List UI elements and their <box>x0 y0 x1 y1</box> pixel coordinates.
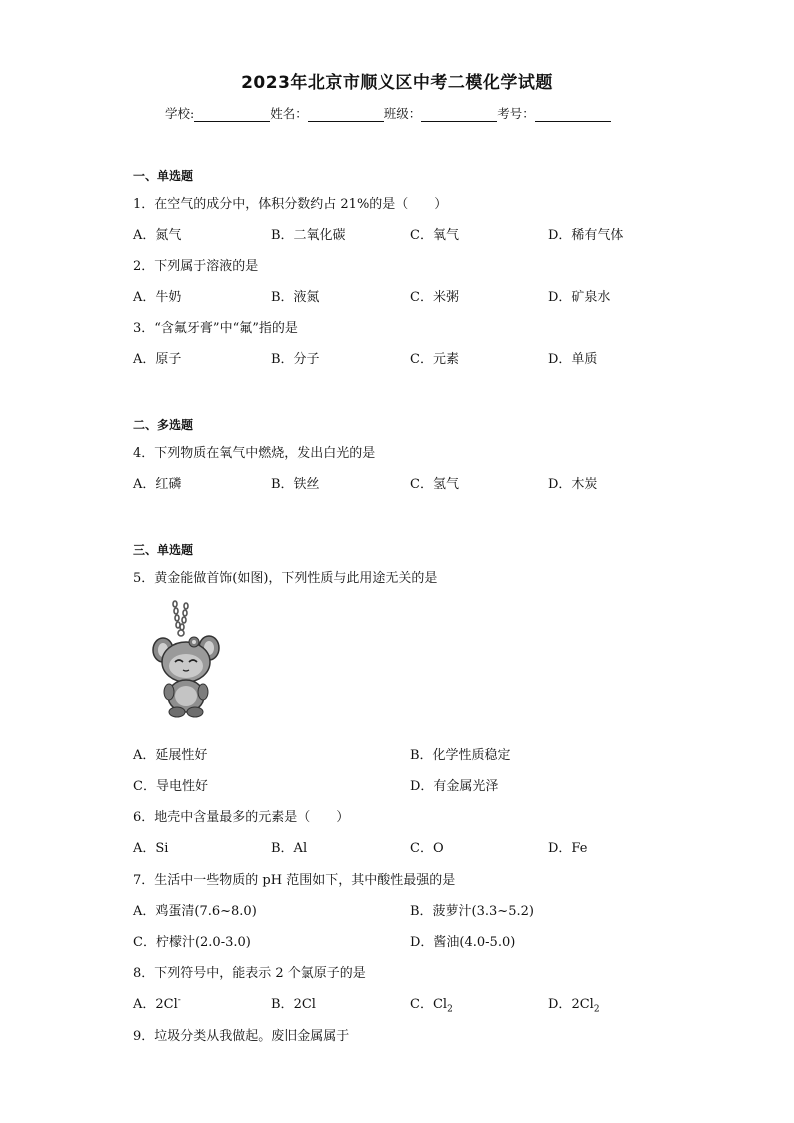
section-heading-single-choice-1: 一、单选题 <box>133 169 194 183</box>
q8-option-c[interactable] <box>410 993 453 1015</box>
section-heading-single-choice-2: 三、单选题 <box>133 543 194 557</box>
q2-option-b[interactable]: B．液氮 <box>271 290 320 305</box>
q5-option-c[interactable]: C．导电性好 <box>133 779 208 794</box>
name-blank[interactable] <box>308 107 384 122</box>
question-3: 3．“含氟牙膏”中“氟”指的是 <box>133 321 298 336</box>
q8-option-d[interactable] <box>548 993 600 1015</box>
question-5: 5．黄金能做首饰(如图)，下列性质与此用途无关的是 <box>133 571 438 586</box>
q3-option-a[interactable]: A．原子 <box>133 352 182 367</box>
q1-option-b[interactable]: B．二氧化碳 <box>271 228 346 243</box>
question-2: 2．下列属于溶液的是 <box>133 259 259 274</box>
q3-option-b[interactable]: B．分子 <box>271 352 320 367</box>
q1-option-a[interactable]: A．氮气 <box>133 228 182 243</box>
q8-option-a-charge: - <box>177 995 181 1006</box>
school-blank[interactable] <box>194 107 270 122</box>
q5-option-d[interactable]: D．有金属光泽 <box>410 779 499 794</box>
q4-option-a[interactable]: A．红磷 <box>133 477 182 492</box>
q8-option-d-subscript: 2 <box>593 1004 600 1015</box>
question-8: 8．下列符号中，能表示 2 个氯原子的是 <box>133 966 366 981</box>
q8-option-d-prefix: D． <box>548 997 572 1012</box>
exam-number-blank[interactable] <box>535 107 611 122</box>
q4-option-c[interactable]: C．氢气 <box>410 477 459 492</box>
q8-option-a[interactable] <box>133 993 181 1012</box>
exam-number-label: 考号： <box>497 106 535 121</box>
school-field <box>165 104 270 122</box>
school-label: 学校: <box>165 106 195 121</box>
q8-option-c-prefix: C． <box>410 997 433 1012</box>
q6-option-a[interactable]: A．Si <box>133 841 169 856</box>
q8-option-a-prefix: A． <box>133 997 156 1012</box>
question-4: 4．下列物质在氧气中燃烧，发出白光的是 <box>133 446 376 461</box>
q3-option-c[interactable]: C．元素 <box>410 352 459 367</box>
q2-option-a[interactable]: A．牛奶 <box>133 290 182 305</box>
name-field <box>270 104 384 122</box>
q8-option-a-formula: 2Cl <box>155 997 178 1012</box>
q7-option-b[interactable]: B．菠萝汁(3.3~5.2) <box>410 904 534 919</box>
section-heading-multiple-choice: 二、多选题 <box>133 418 194 432</box>
gold-rabbit-pendant-image <box>150 600 222 718</box>
q2-option-d[interactable]: D．矿泉水 <box>548 290 611 305</box>
class-label: 班级： <box>383 106 422 121</box>
q4-option-d[interactable]: D．木炭 <box>548 477 598 492</box>
class-blank[interactable] <box>421 107 497 122</box>
q8-option-d-formula: 2Cl <box>571 997 594 1012</box>
q3-option-d[interactable]: D．单质 <box>548 352 598 367</box>
q4-option-b[interactable]: B．铁丝 <box>271 477 320 492</box>
q6-option-b[interactable]: B．Al <box>271 841 308 856</box>
question-6: 6．地壳中含量最多的元素是（ ） <box>133 810 350 825</box>
q7-option-c[interactable]: C．柠檬汁(2.0-3.0) <box>133 935 251 950</box>
q6-option-c[interactable]: C．O <box>410 841 444 856</box>
q8-option-b-prefix: B． <box>271 997 294 1012</box>
q1-option-d[interactable]: D．稀有气体 <box>548 228 624 243</box>
class-field <box>384 104 498 122</box>
q5-option-b[interactable]: B．化学性质稳定 <box>410 748 511 763</box>
question-9: 9．垃圾分类从我做起。废旧金属属于 <box>133 1029 350 1044</box>
q8-option-b[interactable] <box>271 993 316 1012</box>
q7-option-d[interactable]: D．酱油(4.0-5.0) <box>410 935 516 950</box>
q7-option-a[interactable]: A．鸡蛋清(7.6~8.0) <box>133 904 257 919</box>
student-info-line <box>165 104 611 122</box>
name-label: 姓名： <box>270 106 308 121</box>
question-7: 7．生活中一些物质的 pH 范围如下，其中酸性最强的是 <box>133 873 456 888</box>
q5-option-a[interactable]: A．延展性好 <box>133 748 208 763</box>
q8-option-b-formula: 2Cl <box>293 997 316 1012</box>
exam-number-field <box>497 104 611 122</box>
q6-option-d[interactable]: D．Fe <box>548 841 588 856</box>
q8-option-c-formula: Cl <box>432 997 448 1012</box>
q1-option-c[interactable]: C．氧气 <box>410 228 459 243</box>
q8-option-c-subscript: 2 <box>447 1004 453 1015</box>
page-title: 2023年北京市顺义区中考二模化学试题 <box>241 73 553 93</box>
q2-option-c[interactable]: C．米粥 <box>410 290 459 305</box>
question-1: 1．在空气的成分中，体积分数约占 21%的是（ ） <box>133 197 448 212</box>
